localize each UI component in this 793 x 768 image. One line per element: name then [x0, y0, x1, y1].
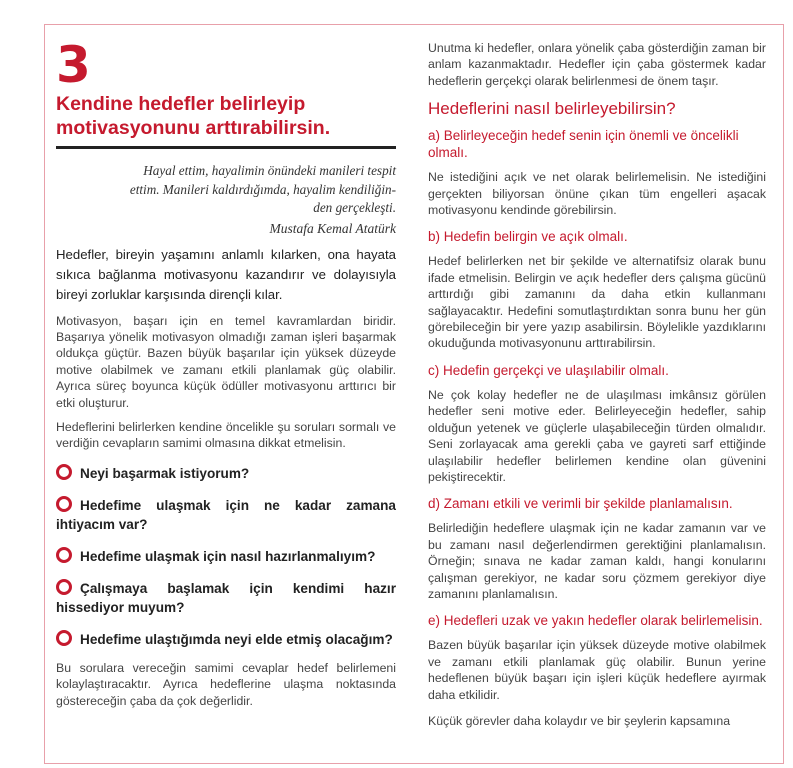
- question-text: Hedefime ulaşmak için ne kadar zamana ihtiyacım var?: [56, 497, 396, 532]
- paragraph: Motivasyon, başarı için en temel kavramlardan biridir. Başarıya yönelik motivasyon olmadığı zaman işleri başarmak oldukça güçtür. Bazen büyük başarılar için yüksek düzeyde motive olabilmek ve zamanı etkili planlamak güç olabilir. Ayrıca süreç boyunca küçük ödüller motivasyonu arttırıcı bir etki oluşturur.: [56, 313, 396, 410]
- question-text: Hedefime ulaştığımda neyi elde etmiş olacağım?: [80, 631, 393, 647]
- paragraph-e: Bazen büyük başarılar için yüksek düzeyde motive olabilmek ve zamanı etkili planlamak güç olabilir. Bunun yerine hedeflenen büyük başarı için işleri küçük hedeflere ayırmak daha etkilidir.: [428, 638, 766, 702]
- question-text: Çalışmaya başlamak için kendimi hazır hissediyor muyum?: [56, 580, 396, 615]
- chapter-title-line-2: motivasyonunu arttırabilirsin.: [56, 117, 331, 139]
- chapter-title: [56, 92, 396, 140]
- lead-paragraph: Hedefler, bireyin yaşamını anlamlı kılarken, ona hayata sıkıca bağlanma motivasyonu kazandırır ve dolayısıyla bireyi zorluklar karşısında dirençli kılar.: [56, 246, 396, 302]
- question-item: [56, 547, 396, 566]
- left-column: [56, 36, 396, 709]
- circle-bullet-icon: [56, 630, 72, 646]
- circle-bullet-icon: [56, 579, 72, 595]
- question-item: [56, 579, 396, 617]
- paragraph: Hedeflerini belirlerken kendine öncelikle şu soruları sormalı ve verdiğin cevapların samimi olmasına dikkat etmelisin.: [56, 419, 396, 451]
- closing-paragraph: Küçük görevler daha kolaydır ve bir şeylerin kapsamına: [428, 713, 731, 728]
- section-heading: Hedeflerini nasıl belirleyebilirsin?: [428, 99, 676, 119]
- question-text: Neyi başarmak istiyorum?: [80, 465, 250, 481]
- chapter-title-line-1: Kendine hedefler belirleyip: [56, 93, 306, 115]
- quote: [56, 162, 396, 218]
- subheading-a: a) Belirleyeceğin hedef senin için önemli ve öncelikli olmalı.: [428, 128, 739, 161]
- subheading-b: b) Hedefin belirgin ve açık olmalı.: [428, 229, 628, 245]
- question-item: [56, 464, 396, 483]
- question-item: [56, 496, 396, 534]
- paragraph-c: Ne çok kolay hedefler ne de ulaşılması imkânsız görülen hedefler seni motive eder. Belirleyeceğin hedefler, sahip olduğun yetenek ve güçlerle ulaşabileceğin türden olmalıdır. Seni zorlayacak ama gerekli çaba ve gayreti sarf ettiğinde ulaşılabilir hedefler belirlemen kendine olan güvenini pekiştirecektir.: [428, 387, 766, 484]
- paragraph: Bu sorulara vereceğin samimi cevaplar hedef belirlemeni kolaylaştıracaktır. Ayrıca hedeflerine ulaşma noktasında göstereceğin çaba da çok değerlidir.: [56, 660, 396, 708]
- title-rule: [56, 146, 396, 149]
- quote-line: Hayal ettim, hayalimin önündeki manileri tespit: [143, 163, 396, 178]
- question-list: [56, 464, 396, 649]
- subheading-c: c) Hedefin gerçekçi ve ulaşılabilir olmalı.: [428, 362, 669, 378]
- circle-bullet-icon: [56, 464, 72, 480]
- quote-line: ettim. Manileri kaldırdığımda, hayalim kendiliğin-: [129, 181, 396, 197]
- paragraph-a: Ne istediğini açık ve net olarak belirlemelisin. Ne istediğini gerçekten biliyorsan önüne çıkan tüm engelleri aşacak motivasyonu kendinde görebilirsin.: [428, 170, 766, 218]
- subheading-d: d) Zamanı etkili ve verimli bir şekilde planlamalısın.: [428, 496, 733, 512]
- subheading-e: e) Hedefleri uzak ve yakın hedefler olarak belirlemelisin.: [428, 613, 763, 629]
- quote-author: Mustafa Kemal Atatürk: [269, 220, 396, 236]
- question-item: [56, 630, 396, 649]
- circle-bullet-icon: [56, 547, 72, 563]
- intro-paragraph: Unutma ki hedefler, onlara yönelik çaba gösterdiğin zaman bir anlam kazanmaktadır. Hedefler için çaba göstermek kadar hedeflerin gerçekçi olarak belirlenmesi de önem taşır.: [428, 41, 766, 88]
- quote-line: den gerçekleşti.: [313, 200, 396, 215]
- chapter-number: 3: [56, 36, 90, 94]
- paragraph-d: Belirlediğin hedeflere ulaşmak için ne kadar zamanın var ve bu zamanı nasıl değerlendirmen gerektiğini planlamalısın. Örneğin; sınava ne kadar zaman kaldı, hangi konularını çalışman gerekiyor, ne kadar soru çözmem gerekiyor diye zamanını planlamalısın.: [428, 521, 766, 601]
- paragraph-b: Hedef belirlerken net bir şekilde ve alternatifsiz olarak bunu ifade etmelisin. Belirgin ve açık hedefler ders çalışma gücünü arttırdığı gibi zamanını da daha etkin kullanmanı sağlayacaktır. Hedefini somutlaştırdıktan sonra bunu her gün görebileceğin bir yere yazıp asabilirsin. Böylelikle yazdıklarını okuduğunda motivasyonunu arttırabilirsin.: [428, 254, 766, 351]
- right-column: [428, 40, 766, 739]
- question-text: Hedefime ulaşmak için nasıl hazırlanmalıyım?: [80, 548, 376, 564]
- circle-bullet-icon: [56, 496, 72, 512]
